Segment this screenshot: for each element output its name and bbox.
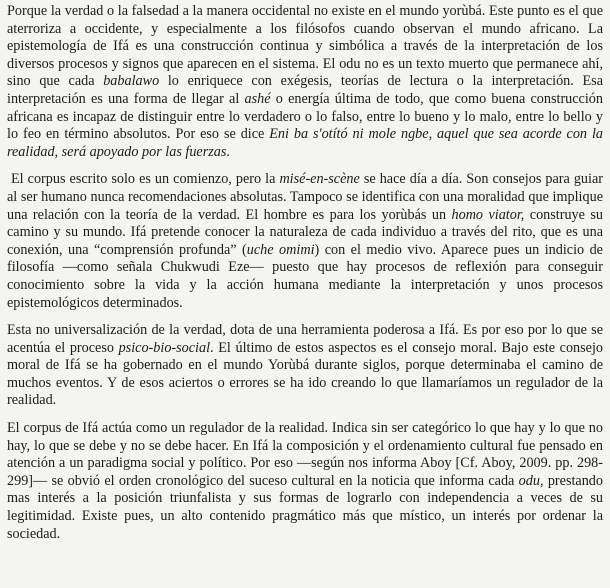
paragraph-4 (7, 420, 603, 543)
paragraph-3 (7, 322, 603, 410)
italic-term-babalawo: babalawo (103, 73, 160, 90)
italic-term-psico-bio-social: psico-bio-social (118, 339, 211, 356)
text-segment: o energía última de todo, que como buena construcción africana es incapaz de distinguir entre lo verdadero o lo falso, entre lo bueno y lo malo, entre lo bello y lo feo en término absolutos. Por eso se dice (7, 90, 603, 143)
text-segment: se hace día a día. Son consejos para guiar al ser humano nunca recomendaciones absolutas. Tampoco se identifica con una moralidad que implique una relación con la teoría de la verdad. El hombre es para los yorùbás un (7, 171, 603, 223)
text-segment: El corpus escrito solo es un comienzo, pero la (11, 171, 280, 188)
text-segment: construye su camino y su mundo. Ifá pretende conocer la naturaleza de cada individuo a través del rito, que es una conexión, una “comprensión profunda” ( (7, 206, 604, 258)
paragraph-1 (7, 3, 603, 161)
italic-term-odu: odu (518, 472, 540, 489)
italic-term-homo-viator: homo viator, (451, 206, 525, 223)
text-segment: Porque la verdad o la falsedad a la manera occidental no existe en el mundo yorùbá. Este punto es el que aterroriza a occidente, y especialmente a los filósofos cuando observan el mundo africano. La epistemología de Ifá es una construcción continua y simbólica a través de la interpretación de los diversos procesos y signos que aparecen en el sistema. El odu no es un texto muerto que permanece ahí, sino que cada (7, 3, 603, 90)
text-segment: El corpus de Ifá actúa como un regulador de la realidad. Indica sin ser categórico lo que hay y lo que no hay, lo que se debe y no se debe hacer. En Ifá la composición y el ordenamiento cultural fue pensado en atención a un paradigma social y político. Por eso —según nos informa Aboy [Cf. Aboy, 2009. pp. 298-299]— se obvió el orden cronológico del suceso cultural en la noticia que informa cada (7, 420, 603, 489)
italic-term-uche-omimi: uche omimi (246, 241, 315, 258)
text-segment: Esta no universalización de la verdad, dota de una herramienta poderosa a Ifá. Es por eso por lo que se acentúa el proceso (7, 322, 603, 356)
text-segment: ) con el medio vivo. Aparece pues un indicio de filosofía —como señala Chukwudi Eze— puesto que hay procesos de reflexión para conseguir conocimiento sobre la vida y la acción humana mediante la interpretación y unos procesos epistemológicos determinados. (7, 241, 603, 311)
text-segment: . (226, 143, 230, 160)
italic-term-ashe: ashé (244, 90, 271, 107)
paragraph-2 (7, 171, 603, 312)
text-segment: lo enriquece con exégesis, teorías de lectura o la interpretación. Esa interpretación es una forma de llegar al (7, 73, 603, 107)
text-segment: , prestando mas interés a la posición triunfalista y sus formas de lograrlo con independencia a veces de su legitimidad. Existe pues, un alto contenido pragmático más que místico, un interés por ordenar la sociedad. (7, 472, 603, 542)
italic-term-mise-en-scene: misé-en-scène (279, 171, 360, 188)
text-segment: . El último de estos aspectos es el consejo moral. Bajo este consejo moral de Ifá se ha gobernado en el mundo Yorùbá durante siglos, porque determinaba el camino de muchos eventos. Y de esos aciertos o errores se ha ido creando lo que llamaríamos un regulador de la realidad. (7, 339, 603, 409)
italic-quote-proverb: Eni ba s'otító ni mole ngbe, aquel que sea acorde con la realidad, será apoyado por las fuerzas (7, 126, 603, 160)
